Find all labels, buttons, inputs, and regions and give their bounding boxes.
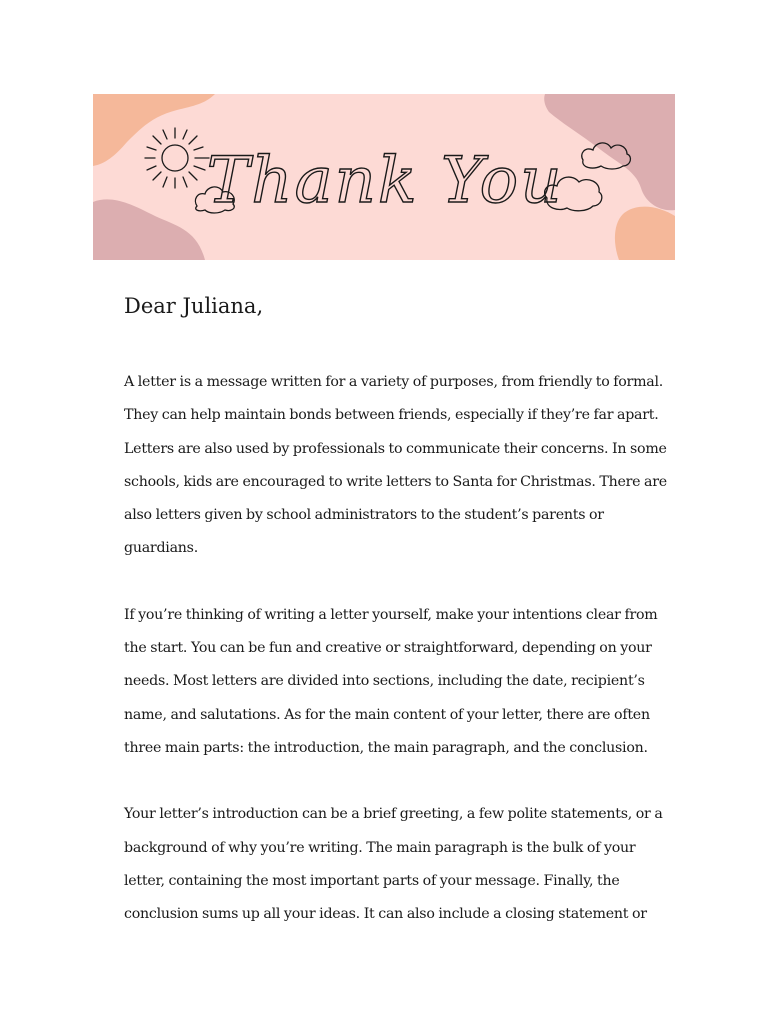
paragraph-3 (124, 798, 669, 931)
text-line: also letters given by school administrators to the student’s parents or (124, 507, 604, 524)
text-line: name, and salutations. As for the main content of your letter, there are often (124, 706, 650, 723)
text-line: guardians. (124, 540, 198, 557)
text-line: Your letter’s introduction can be a brief greeting, a few polite statements, or a (124, 806, 663, 823)
letter-body (124, 366, 669, 964)
text-line: three main parts: the introduction, the main paragraph, and the conclusion. (124, 739, 648, 756)
text-line: conclusion sums up all your ideas. It can also include a closing statement or (124, 906, 647, 923)
text-line: Letters are also used by professionals to communicate their concerns. In some (124, 440, 667, 457)
thank-you-banner (93, 94, 675, 260)
text-line: background of why you’re writing. The main paragraph is the bulk of your (124, 839, 636, 856)
paragraph-2 (124, 599, 669, 765)
banner-title: Thank You (206, 144, 564, 218)
banner-graphic (93, 94, 675, 260)
text-line: If you’re thinking of writing a letter yourself, make your intentions clear from (124, 606, 658, 623)
letter-greeting: Dear Juliana, (124, 294, 264, 318)
text-line: schools, kids are encouraged to write letters to Santa for Christmas. There are (124, 473, 667, 490)
blob-bottom-right (615, 207, 675, 260)
text-line: needs. Most letters are divided into sections, including the date, recipient’s (124, 673, 645, 690)
text-line: letter, containing the most important parts of your message. Finally, the (124, 872, 620, 889)
text-line: A letter is a message written for a variety of purposes, from friendly to formal. (124, 374, 664, 390)
text-line: the start. You can be fun and creative or straightforward, depending on your (124, 640, 652, 657)
text-line: They can help maintain bonds between friends, especially if they’re far apart. (124, 407, 659, 424)
paragraph-1 (124, 366, 669, 566)
